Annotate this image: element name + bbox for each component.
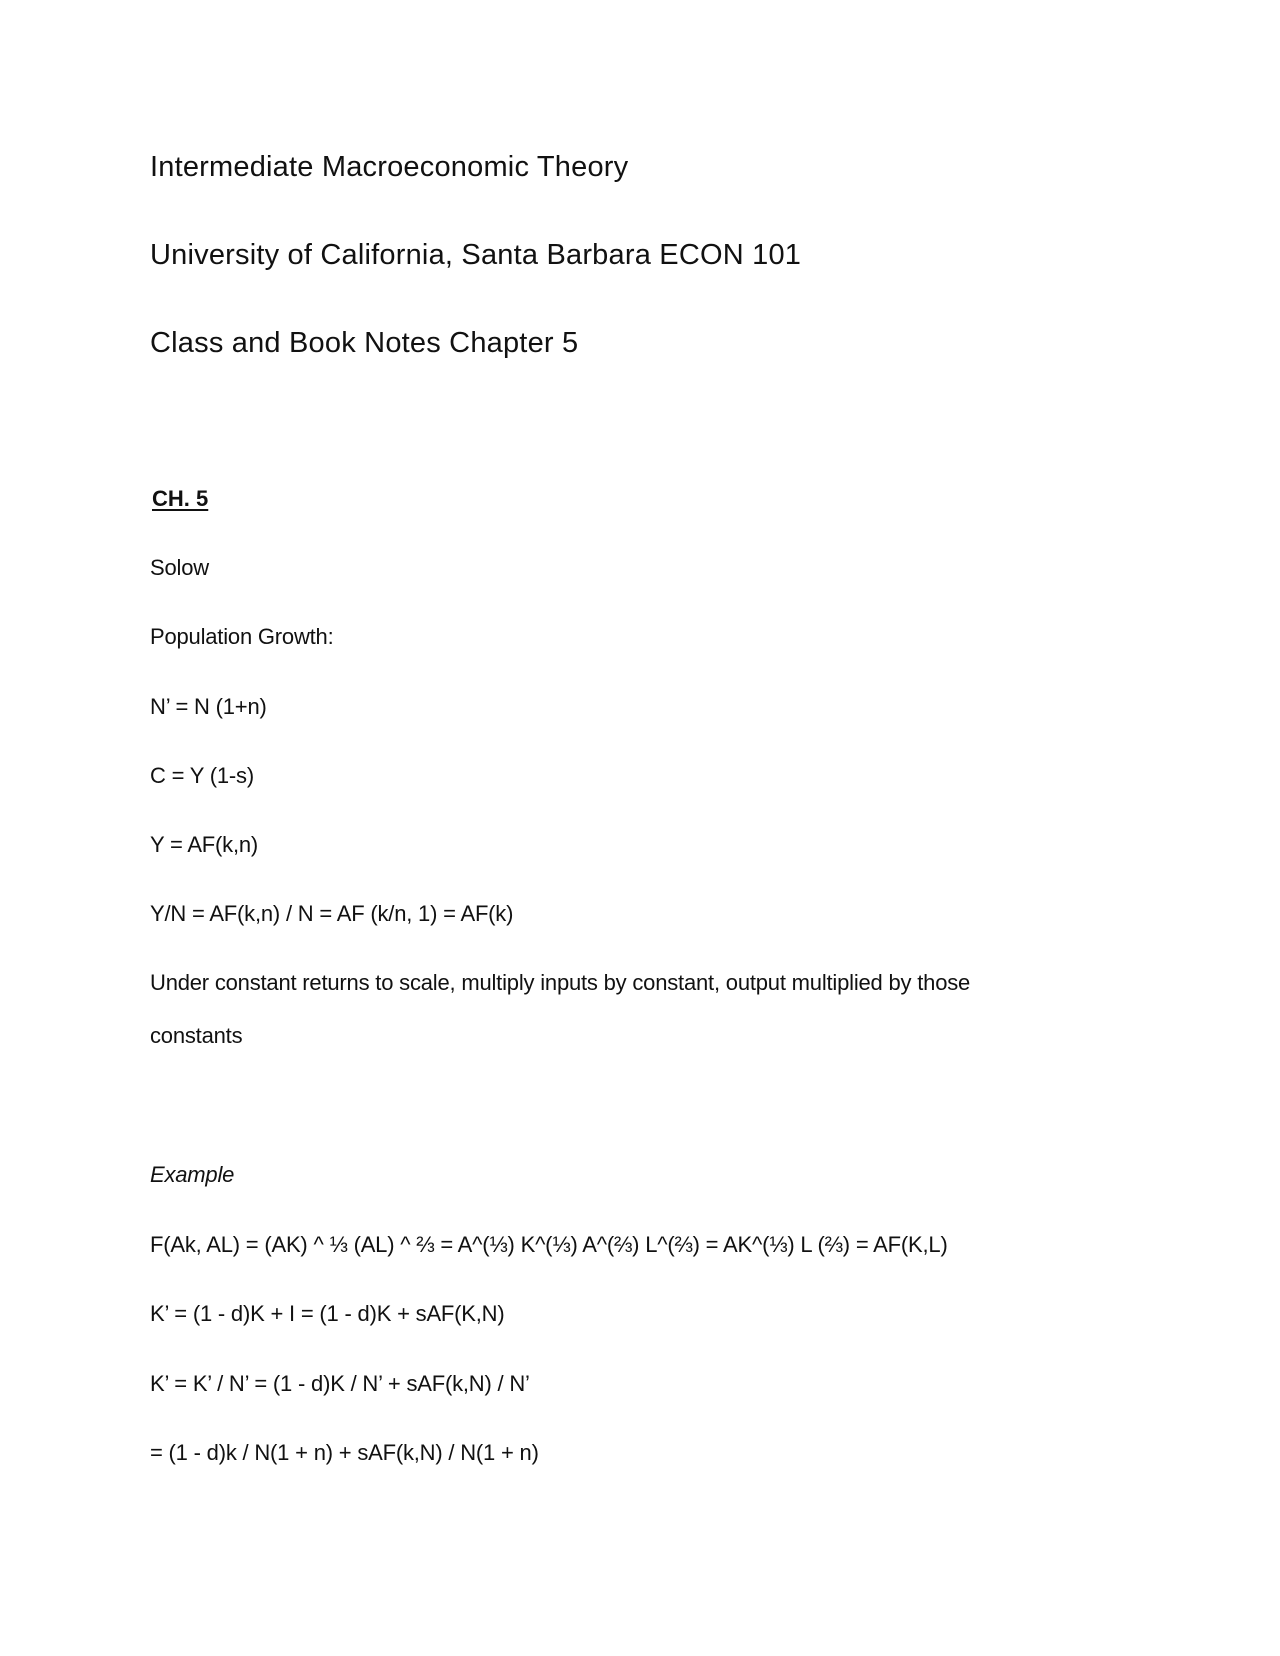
document-subtitle: Class and Book Notes Chapter 5 xyxy=(150,327,579,359)
equation-line: Y = AF(k,n) xyxy=(150,832,259,857)
course-name: University of California, Santa Barbara ECON 101 xyxy=(150,239,802,271)
population-growth-label: Population Growth: xyxy=(150,624,334,649)
topic-label: Solow xyxy=(150,555,209,580)
equation-line: K’ = (1 - d)K + I = (1 - d)K + sAF(K,N) xyxy=(150,1301,505,1326)
equation-line: = (1 - d)k / N(1 + n) + sAF(k,N) / N(1 + n) xyxy=(150,1440,539,1465)
note-text: Under constant returns to scale, multiply inputs by constant, output multiplied by those xyxy=(150,970,971,995)
example-label: Example xyxy=(150,1162,235,1187)
equation-line: F(Ak, AL) = (AK) ^ ⅓ (AL) ^ ⅔ = A^(⅓) K^(⅓) A^(⅔) L^(⅔) = AK^(⅓) L (⅔) = AF(K,L) xyxy=(150,1232,948,1257)
equation-line: C = Y (1-s) xyxy=(150,763,254,788)
equation-line: K’ = K’ / N’ = (1 - d)K / N’ + sAF(k,N) / N’ xyxy=(150,1371,530,1396)
equation-line: Y/N = AF(k,n) / N = AF (k/n, 1) = AF(k) xyxy=(150,901,514,926)
document-title: Intermediate Macroeconomic Theory xyxy=(150,151,629,183)
equation-line: N’ = N (1+n) xyxy=(150,694,267,719)
chapter-heading: CH. 5 xyxy=(152,486,209,511)
note-text-continued: constants xyxy=(150,1023,243,1048)
